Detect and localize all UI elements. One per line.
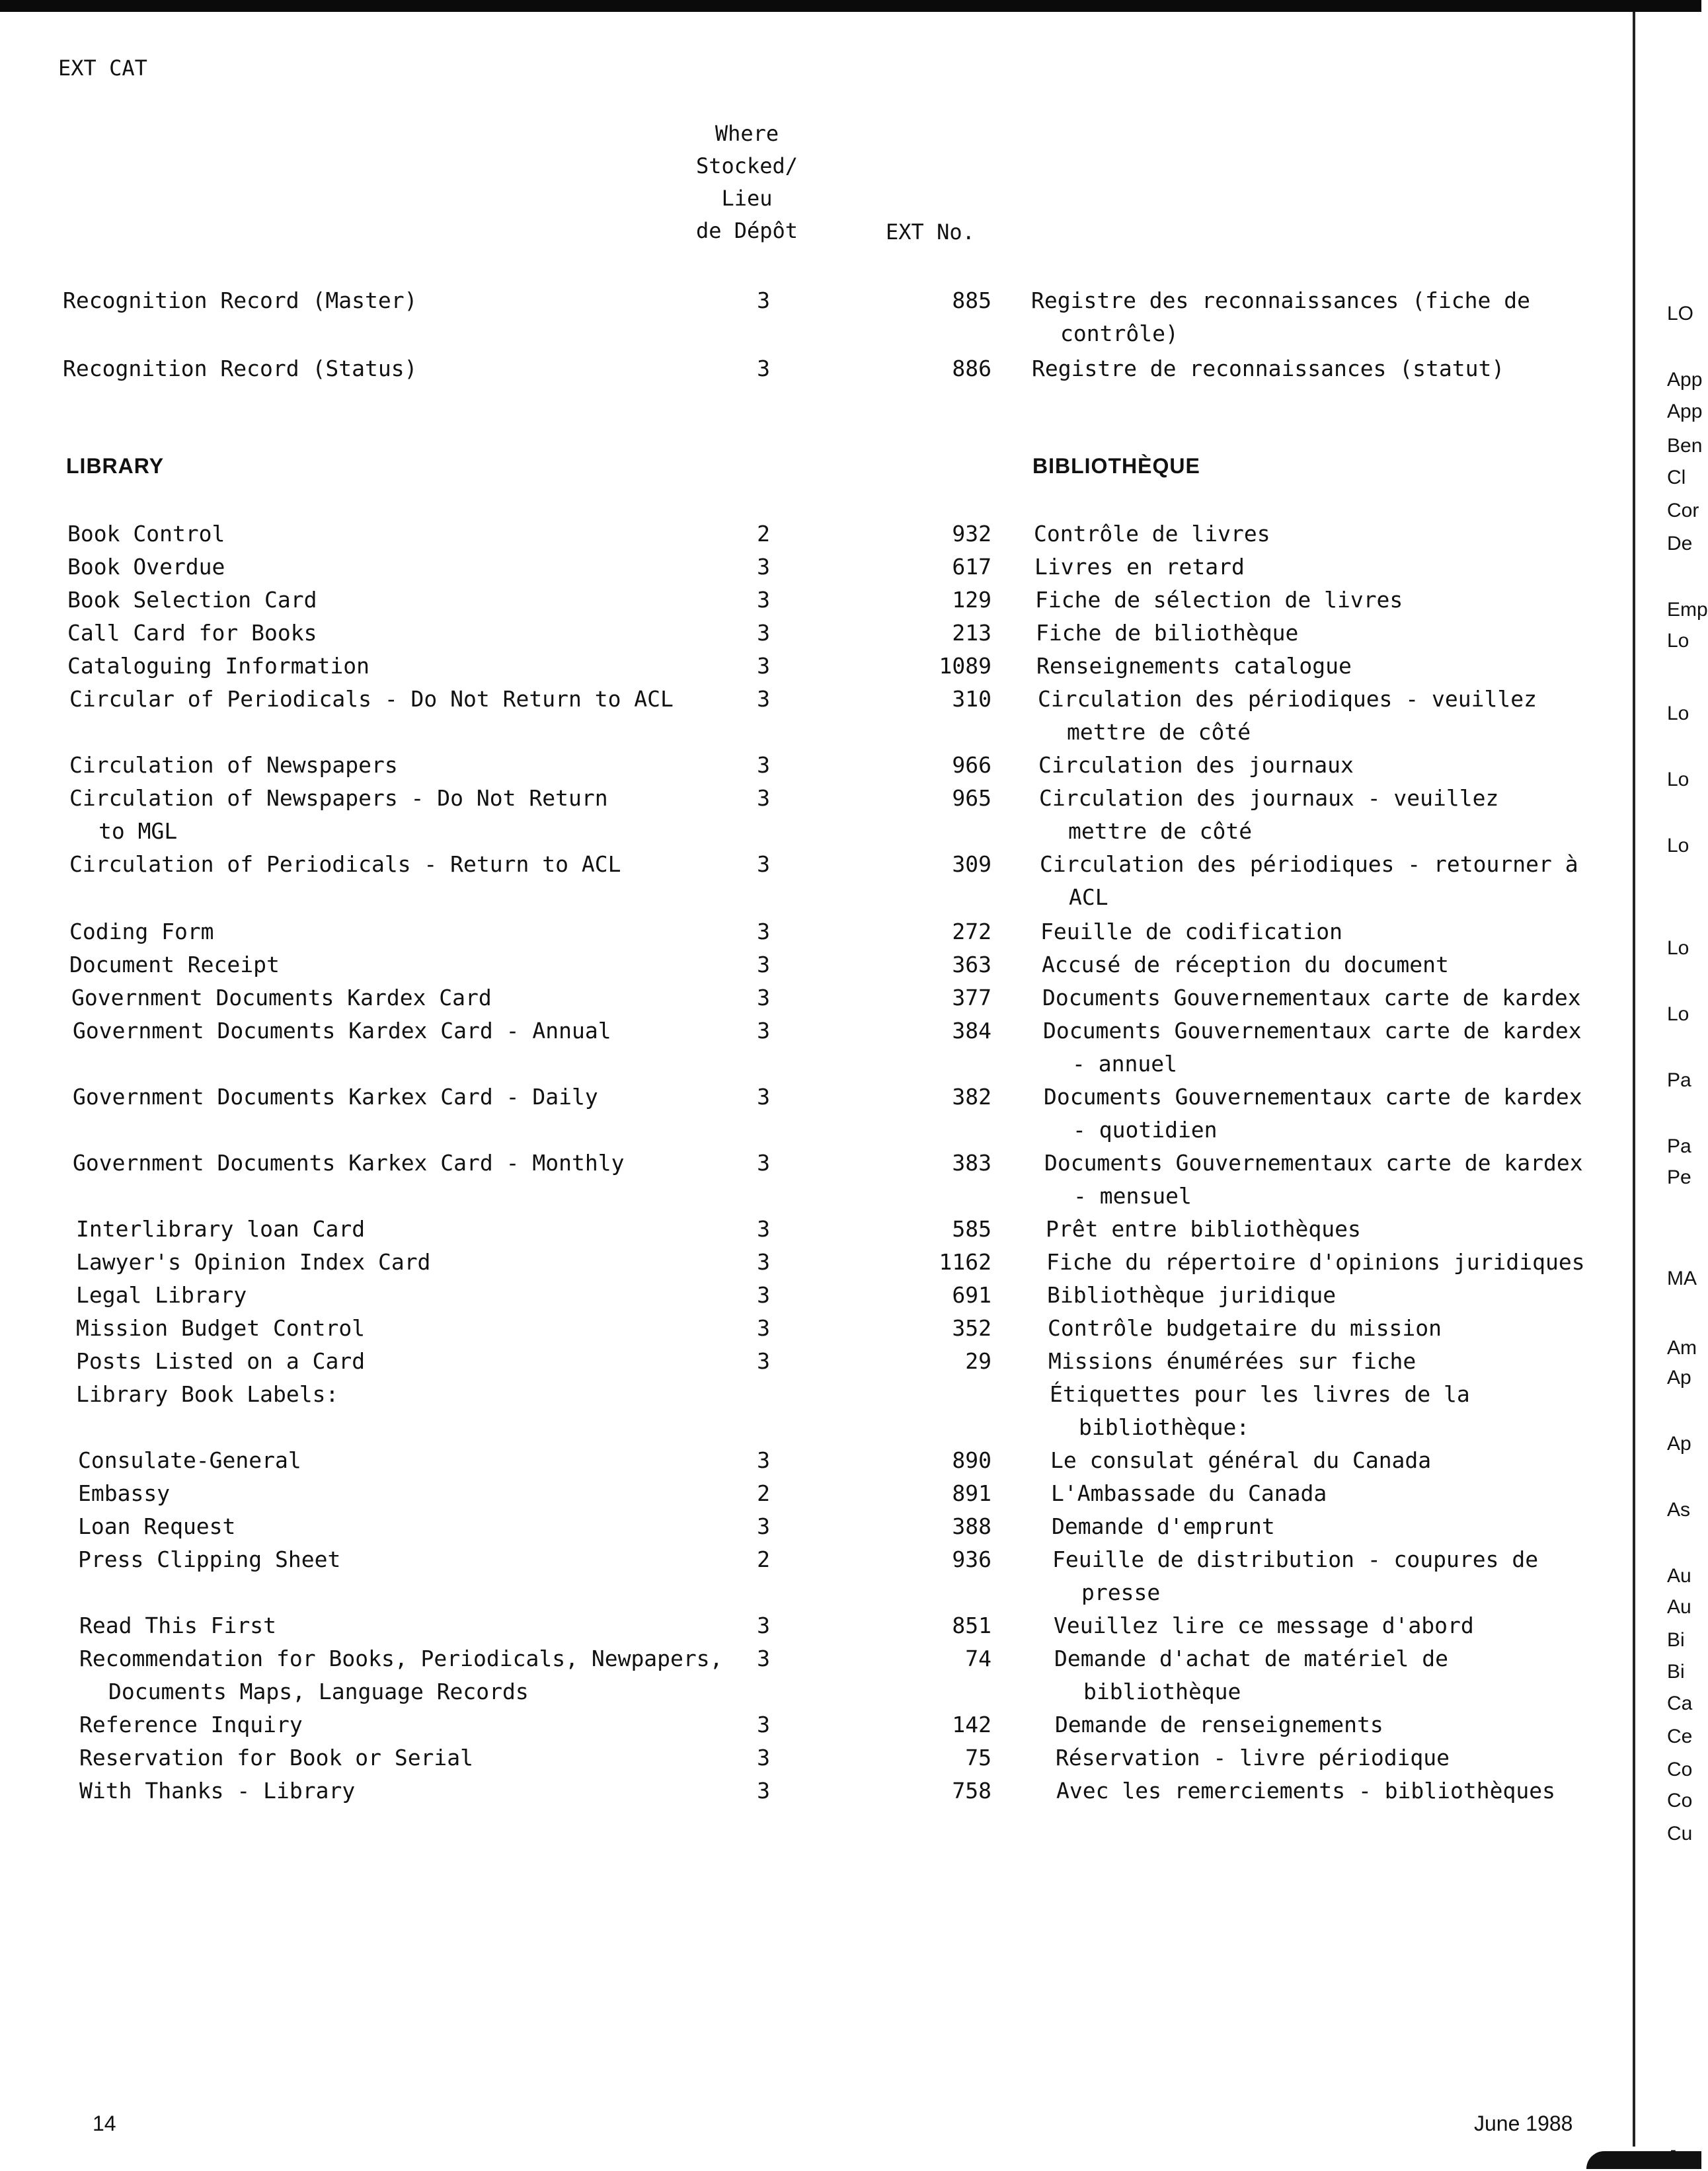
form-name-french bbox=[1039, 782, 1621, 848]
adjacent-page-fragment: Co bbox=[1667, 1759, 1693, 1780]
english-text-line: Library Book Labels: bbox=[76, 1381, 339, 1407]
french-text-line: Registre de reconnaissances (statut) bbox=[1032, 356, 1505, 381]
ext-number: 1089 bbox=[939, 653, 991, 679]
english-text-line: Lawyer's Opinion Index Card bbox=[76, 1249, 431, 1275]
english-text-line: Government Documents Kardex Card - Annual bbox=[73, 1018, 611, 1044]
adjacent-page-fragment: Lo bbox=[1667, 1003, 1689, 1025]
english-text-line: Book Control bbox=[67, 521, 225, 547]
ext-number: 377 bbox=[952, 985, 991, 1010]
form-name-english bbox=[73, 1147, 734, 1180]
section-title-english bbox=[66, 449, 727, 482]
form-name-english bbox=[67, 650, 728, 683]
french-text-line: BIBLIOTHÈQUE bbox=[1032, 454, 1200, 478]
adjacent-page-fragment: Lo bbox=[1667, 937, 1689, 959]
ext-number: 617 bbox=[952, 554, 991, 580]
french-text-line: Accusé de réception du document bbox=[1042, 952, 1449, 977]
french-text-line: Circulation des journaux bbox=[1038, 752, 1354, 778]
form-name-french bbox=[1056, 1741, 1637, 1774]
english-text-line: Recognition Record (Master) bbox=[63, 287, 418, 313]
form-name-french bbox=[1054, 1609, 1635, 1642]
form-name-english bbox=[73, 1081, 734, 1114]
english-text-line: Government Documents Karkex Card - Monthly bbox=[73, 1150, 625, 1176]
where-stocked-value: 3 bbox=[757, 1216, 770, 1242]
document-code: EXT CAT bbox=[58, 56, 147, 81]
english-text-line: Legal Library bbox=[76, 1282, 247, 1308]
english-text-line: Book Selection Card bbox=[67, 587, 317, 613]
ext-number: 383 bbox=[952, 1150, 991, 1176]
form-name-english bbox=[76, 1213, 737, 1246]
form-name-french bbox=[1043, 1014, 1625, 1081]
form-name-french bbox=[1040, 915, 1622, 948]
where-stocked-value: 3 bbox=[757, 1249, 770, 1275]
form-name-english bbox=[78, 1444, 739, 1477]
form-name-english bbox=[67, 551, 728, 584]
form-name-english bbox=[76, 1279, 737, 1312]
adjacent-page-fragment: Ben bbox=[1667, 435, 1703, 457]
form-name-french bbox=[1048, 1345, 1630, 1378]
french-text-line: - mensuel bbox=[1073, 1183, 1192, 1209]
form-name-french bbox=[1050, 1378, 1631, 1444]
french-text-line: Fiche de biliothèque bbox=[1036, 620, 1299, 646]
form-name-french bbox=[1054, 1642, 1636, 1708]
form-name-french bbox=[1034, 551, 1616, 584]
where-stocked-value: 3 bbox=[757, 1282, 770, 1308]
form-name-french bbox=[1055, 1708, 1637, 1741]
adjacent-page-fragment: Ap bbox=[1667, 1433, 1691, 1455]
french-text-line: Veuillez lire ce message d'abord bbox=[1054, 1613, 1474, 1638]
french-text-line: Feuille de codification bbox=[1040, 919, 1342, 944]
form-name-french bbox=[1036, 650, 1618, 683]
form-name-english bbox=[79, 1741, 740, 1774]
form-name-english bbox=[69, 683, 730, 716]
where-stocked-value: 3 bbox=[757, 587, 770, 613]
ext-number: 352 bbox=[952, 1315, 991, 1341]
french-text-line: Documents Gouvernementaux carte de kardex bbox=[1043, 1018, 1582, 1044]
form-name-english bbox=[76, 1312, 737, 1345]
where-stocked-value: 3 bbox=[757, 851, 770, 877]
ext-number: 75 bbox=[965, 1745, 991, 1771]
adjacent-page-fragment: Ce bbox=[1667, 1726, 1693, 1747]
ext-number: 851 bbox=[952, 1613, 991, 1638]
ext-number: 936 bbox=[952, 1546, 991, 1572]
where-stocked-value: 2 bbox=[757, 521, 770, 547]
adjacent-page-fragment: As bbox=[1667, 1499, 1691, 1521]
adjacent-page-fragment: MA bbox=[1667, 1268, 1697, 1289]
english-text-line: Recognition Record (Status) bbox=[63, 356, 418, 381]
form-name-french bbox=[1042, 948, 1623, 981]
where-stocked-value: 3 bbox=[757, 686, 770, 712]
where-stocked-value: 3 bbox=[757, 287, 770, 313]
where-stocked-value: 3 bbox=[757, 985, 770, 1010]
form-name-french bbox=[1038, 749, 1620, 782]
ext-number: 272 bbox=[952, 919, 991, 944]
form-name-english bbox=[69, 948, 730, 981]
where-stocked-value: 3 bbox=[757, 1613, 770, 1638]
french-text-line: contrôle) bbox=[1060, 321, 1179, 346]
ext-number: 886 bbox=[952, 356, 991, 381]
adjacent-page-fragment: Emp bbox=[1667, 599, 1708, 621]
form-name-french bbox=[1031, 284, 1613, 350]
french-text-line: Étiquettes pour les livres de la bbox=[1050, 1381, 1470, 1407]
scan-top-border bbox=[0, 0, 1701, 12]
french-text-line: Fiche de sélection de livres bbox=[1035, 587, 1403, 613]
french-text-line: Bibliothèque juridique bbox=[1047, 1282, 1337, 1308]
form-name-english bbox=[67, 584, 728, 617]
adjacent-page-fragment: Lo bbox=[1667, 835, 1689, 857]
english-text-line: Embassy bbox=[78, 1480, 171, 1506]
form-name-english bbox=[79, 1774, 740, 1808]
form-name-french bbox=[1042, 981, 1624, 1014]
english-text-line: With Thanks - Library bbox=[79, 1778, 356, 1804]
where-stocked-header-line: Stocked/ bbox=[695, 153, 798, 178]
adjacent-page-fragment: Lo bbox=[1667, 703, 1689, 724]
french-text-line: Livres en retard bbox=[1034, 554, 1245, 580]
ext-number: 885 bbox=[952, 287, 991, 313]
ext-number: 890 bbox=[952, 1447, 991, 1473]
french-text-line: bibliothèque: bbox=[1079, 1414, 1250, 1440]
where-stocked-value: 3 bbox=[757, 620, 770, 646]
adjacent-page-fragment: Cl bbox=[1667, 467, 1686, 488]
ext-number: 213 bbox=[952, 620, 991, 646]
page-gutter-line bbox=[1633, 12, 1635, 2147]
ext-number: 932 bbox=[952, 521, 991, 547]
english-text-line: Cataloguing Information bbox=[67, 653, 369, 679]
french-text-line: Circulation des journaux - veuillez bbox=[1039, 785, 1499, 811]
adjacent-page-fragment: Au bbox=[1667, 1596, 1691, 1618]
french-text-line: Documents Gouvernementaux carte de kardex bbox=[1044, 1084, 1582, 1110]
french-text-line: ACL bbox=[1069, 884, 1108, 910]
form-name-english bbox=[78, 1543, 739, 1576]
where-stocked-value: 3 bbox=[757, 1447, 770, 1473]
where-stocked-header bbox=[674, 118, 820, 247]
where-stocked-value: 3 bbox=[757, 1315, 770, 1341]
where-stocked-value: 3 bbox=[757, 785, 770, 811]
form-name-english bbox=[67, 617, 728, 650]
french-text-line: Feuille de distribution - coupures de bbox=[1052, 1546, 1539, 1572]
form-name-french bbox=[1044, 1081, 1625, 1147]
adjacent-page-fragment: Ca bbox=[1667, 1693, 1693, 1714]
english-text-line: Book Overdue bbox=[67, 554, 225, 580]
form-name-french bbox=[1047, 1279, 1629, 1312]
english-text-line: LIBRARY bbox=[66, 454, 165, 478]
english-text-line: Circulation of Newspapers - Do Not Return bbox=[69, 785, 608, 811]
form-name-english bbox=[76, 1246, 737, 1279]
form-name-french bbox=[1050, 1444, 1632, 1477]
french-text-line: Demande d'emprunt bbox=[1052, 1513, 1275, 1539]
form-name-french bbox=[1051, 1477, 1633, 1510]
where-stocked-header-line: de Dépôt bbox=[695, 218, 798, 243]
ext-number: 1162 bbox=[939, 1249, 991, 1275]
french-text-line: Registre des reconnaissances (fiche de bbox=[1031, 287, 1530, 313]
french-text-line: - annuel bbox=[1072, 1051, 1177, 1077]
ext-number: 29 bbox=[965, 1348, 991, 1374]
adjacent-page-fragment: Pa bbox=[1667, 1135, 1691, 1157]
english-text-line: Mission Budget Control bbox=[76, 1315, 366, 1341]
form-name-french bbox=[1046, 1213, 1627, 1246]
ext-number: 74 bbox=[965, 1646, 991, 1671]
where-stocked-value: 3 bbox=[757, 1084, 770, 1110]
french-text-line: Demande de renseignements bbox=[1055, 1712, 1383, 1737]
english-text-line: Reservation for Book or Serial bbox=[79, 1745, 474, 1771]
french-text-line: mettre de côté bbox=[1068, 818, 1253, 844]
adjacent-page-fragment: Co bbox=[1667, 1790, 1693, 1811]
french-text-line: Le consulat général du Canada bbox=[1050, 1447, 1432, 1473]
form-name-english bbox=[63, 284, 724, 317]
ext-number: 363 bbox=[952, 952, 991, 977]
english-text-line: Circular of Periodicals - Do Not Return to ACL bbox=[69, 686, 674, 712]
english-text-line: Documents Maps, Language Records bbox=[108, 1679, 529, 1704]
where-stocked-value: 3 bbox=[757, 1646, 770, 1671]
english-text-line: Loan Request bbox=[78, 1513, 236, 1539]
where-stocked-value: 3 bbox=[757, 1348, 770, 1374]
adjacent-page-fragment: Lo bbox=[1667, 769, 1689, 790]
english-text-line: Interlibrary loan Card bbox=[76, 1216, 366, 1242]
form-name-french bbox=[1035, 584, 1617, 617]
adjacent-page-fragment: Bi bbox=[1667, 1629, 1685, 1651]
adjacent-page-fragment: App bbox=[1667, 400, 1703, 422]
ext-number: 309 bbox=[952, 851, 991, 877]
french-text-line: Documents Gouvernementaux carte de kardex bbox=[1042, 985, 1581, 1010]
ext-number: 691 bbox=[952, 1282, 991, 1308]
adjacent-page-fragment: Au bbox=[1667, 1565, 1691, 1587]
where-stocked-value: 3 bbox=[757, 952, 770, 977]
form-name-french bbox=[1052, 1510, 1633, 1543]
french-text-line: presse bbox=[1081, 1580, 1161, 1605]
adjacent-page-fragment: Cu bbox=[1667, 1823, 1693, 1845]
form-name-french bbox=[1034, 517, 1615, 551]
french-text-line: - quotidien bbox=[1073, 1117, 1218, 1143]
form-name-english bbox=[69, 915, 730, 948]
french-text-line: Renseignements catalogue bbox=[1036, 653, 1352, 679]
page-number: 14 bbox=[93, 2112, 116, 2135]
adjacent-page-fragment: Lo bbox=[1667, 630, 1689, 652]
adjacent-page-fragment: Ju bbox=[1667, 2147, 1688, 2168]
adjacent-page-fragment: Cor bbox=[1667, 500, 1699, 521]
where-stocked-value: 2 bbox=[757, 1480, 770, 1506]
english-text-line: Consulate-General bbox=[78, 1447, 301, 1473]
form-name-english bbox=[69, 782, 730, 848]
english-text-line: Press Clipping Sheet bbox=[78, 1546, 341, 1572]
french-text-line: bibliothèque bbox=[1083, 1679, 1241, 1704]
where-stocked-value: 3 bbox=[757, 919, 770, 944]
adjacent-page-fragment: Pe bbox=[1667, 1166, 1691, 1188]
english-text-line: Coding Form bbox=[69, 919, 214, 944]
english-text-line: Government Documents Karkex Card - Daily bbox=[73, 1084, 598, 1110]
form-name-french bbox=[1044, 1147, 1626, 1213]
french-text-line: Contrôle de livres bbox=[1034, 521, 1270, 547]
where-stocked-value: 3 bbox=[757, 1150, 770, 1176]
adjacent-page-fragment: Bi bbox=[1667, 1661, 1685, 1683]
form-name-english bbox=[79, 1708, 740, 1741]
english-text-line: Reference Inquiry bbox=[79, 1712, 303, 1737]
english-text-line: Recommendation for Books, Periodicals, Newpapers, bbox=[79, 1646, 723, 1671]
form-name-english bbox=[76, 1378, 737, 1411]
where-stocked-value: 3 bbox=[757, 1513, 770, 1539]
french-text-line: Circulation des périodiques - veuillez bbox=[1038, 686, 1537, 712]
form-name-french bbox=[1036, 617, 1617, 650]
form-name-english bbox=[73, 1014, 734, 1047]
ext-number: 965 bbox=[952, 785, 991, 811]
footer-date: June 1988 bbox=[1474, 2112, 1573, 2135]
form-name-english bbox=[79, 1609, 740, 1642]
ext-number-header: EXT No. bbox=[886, 219, 975, 245]
ext-number: 142 bbox=[952, 1712, 991, 1737]
ext-number: 384 bbox=[952, 1018, 991, 1044]
adjacent-page-fragment: Ap bbox=[1667, 1367, 1691, 1389]
form-name-french bbox=[1052, 1543, 1634, 1609]
form-name-french bbox=[1048, 1312, 1629, 1345]
form-name-english bbox=[67, 517, 728, 551]
english-text-line: Call Card for Books bbox=[67, 620, 317, 646]
english-text-line: Read This First bbox=[79, 1613, 277, 1638]
french-text-line: Prêt entre bibliothèques bbox=[1046, 1216, 1361, 1242]
english-text-line: Circulation of Newspapers bbox=[69, 752, 398, 778]
form-name-french bbox=[1056, 1774, 1638, 1808]
form-name-english bbox=[76, 1345, 737, 1378]
french-text-line: Missions énumérées sur fiche bbox=[1048, 1348, 1417, 1374]
ext-number: 310 bbox=[952, 686, 991, 712]
ext-number: 382 bbox=[952, 1084, 991, 1110]
english-text-line: Document Receipt bbox=[69, 952, 280, 977]
french-text-line: Circulation des périodiques - retourner à bbox=[1040, 851, 1578, 877]
form-name-english bbox=[69, 749, 730, 782]
ext-number: 966 bbox=[952, 752, 991, 778]
adjacent-page-fragment: Pa bbox=[1667, 1069, 1691, 1091]
adjacent-page-fragment: LO bbox=[1667, 303, 1694, 324]
form-name-english bbox=[79, 1642, 740, 1708]
where-stocked-value: 3 bbox=[757, 653, 770, 679]
where-stocked-value: 2 bbox=[757, 1546, 770, 1572]
french-text-line: Contrôle budgetaire du mission bbox=[1048, 1315, 1442, 1341]
french-text-line: Fiche du répertoire d'opinions juridiques bbox=[1046, 1249, 1585, 1275]
french-text-line: Réservation - livre périodique bbox=[1056, 1745, 1450, 1771]
ext-number: 129 bbox=[952, 587, 991, 613]
english-text-line: Government Documents Kardex Card bbox=[71, 985, 492, 1010]
form-name-english bbox=[71, 981, 732, 1014]
ext-number: 388 bbox=[952, 1513, 991, 1539]
where-stocked-value: 3 bbox=[757, 554, 770, 580]
where-stocked-value: 3 bbox=[757, 1018, 770, 1044]
adjacent-page-fragment: De bbox=[1667, 533, 1693, 554]
section-title-french bbox=[1032, 449, 1614, 482]
where-stocked-value: 3 bbox=[757, 1712, 770, 1737]
french-text-line: Documents Gouvernementaux carte de kardex bbox=[1044, 1150, 1583, 1176]
form-name-french bbox=[1040, 848, 1621, 914]
where-stocked-value: 3 bbox=[757, 1745, 770, 1771]
form-name-english bbox=[63, 352, 724, 385]
ext-number: 891 bbox=[952, 1480, 991, 1506]
french-text-line: Demande d'achat de matériel de bbox=[1054, 1646, 1449, 1671]
where-stocked-header-line: Lieu bbox=[721, 186, 773, 211]
adjacent-page-fragment: App bbox=[1667, 369, 1703, 391]
english-text-line: Circulation of Periodicals - Return to ACL bbox=[69, 851, 621, 877]
french-text-line: mettre de côté bbox=[1067, 719, 1251, 745]
where-stocked-value: 3 bbox=[757, 356, 770, 381]
where-stocked-header-line: Where bbox=[715, 121, 779, 146]
where-stocked-value: 3 bbox=[757, 1778, 770, 1804]
english-text-line: Posts Listed on a Card bbox=[76, 1348, 366, 1374]
form-name-french bbox=[1038, 683, 1619, 749]
form-name-english bbox=[78, 1510, 739, 1543]
english-text-line: to MGL bbox=[98, 818, 178, 844]
where-stocked-value: 3 bbox=[757, 752, 770, 778]
form-name-french bbox=[1032, 352, 1613, 385]
french-text-line: Avec les remerciements - bibliothèques bbox=[1056, 1778, 1555, 1804]
form-name-french bbox=[1046, 1246, 1628, 1279]
ext-number: 585 bbox=[952, 1216, 991, 1242]
form-name-english bbox=[78, 1477, 739, 1510]
adjacent-page-fragment: Am bbox=[1667, 1337, 1697, 1359]
french-text-line: L'Ambassade du Canada bbox=[1051, 1480, 1327, 1506]
ext-number: 758 bbox=[952, 1778, 991, 1804]
form-name-english bbox=[69, 848, 730, 881]
